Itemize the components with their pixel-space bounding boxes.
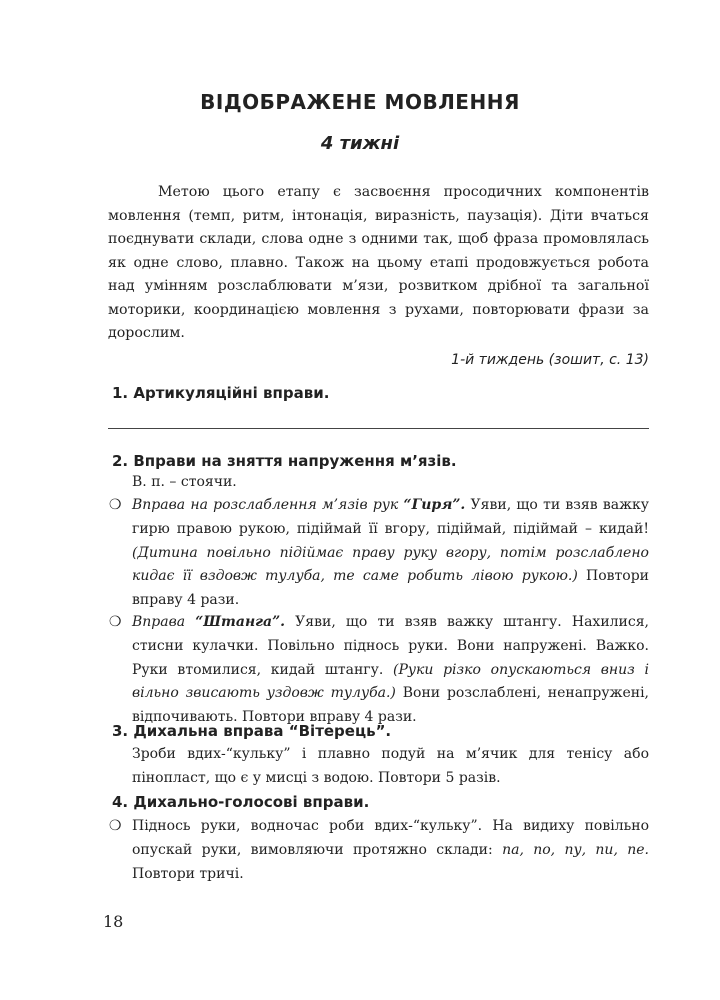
section-2-heading: 2. Вправи на зняття напруження м’язів.: [112, 452, 457, 470]
exercise-note: (Дитина повільно підіймає праву руку вгору, потім розслаблено кидає її вздовж тулуба, те саме робить лівою рукою.): [132, 544, 649, 585]
start-position-note: В. п. – стоячи.: [132, 474, 237, 490]
page-subtitle: 4 тижні: [320, 133, 400, 154]
exercise-name: “Штанга”.: [195, 614, 286, 630]
page-title: ВІДОБРАЖЕНЕ МОВЛЕННЯ: [200, 90, 520, 114]
section-3-text: Зроби вдих-“кульку” і плавно подуй на м’ячик для тенісу або пінопласт, що є у мисці з водою. Повтори 5 разів.: [132, 746, 649, 786]
bullet-icon: ❍: [109, 614, 122, 630]
intro-text: Метою цього етапу є засвоєння просодичних компонентів мовлення (темп, ритм, інтонація, виразність, паузація). Діти вчаться поєднувати склади, слова одне з одними так, щоб фраза промовлялась як одне слово, плавно. Також на цьому етапі продовжується робота над умінням розслаблювати м’язи, розвитком дрібної та загальної моторики, координацією мовлення з рухами, повторювати фрази за дорослим.: [108, 184, 649, 341]
exercise-gyria: [132, 494, 649, 613]
answer-line: [108, 428, 649, 429]
page-number: 18: [103, 912, 124, 931]
exercise-tail: Повтори вправу 4 рази.: [132, 568, 649, 609]
bullet-icon: ❍: [109, 497, 122, 513]
section-3-heading: 3. Дихальна вправа “Вітерець”.: [112, 722, 392, 740]
section-1-heading: 1. Артикуляційні вправи.: [112, 384, 330, 402]
exercise-intro: Вправа на розслаблення м’язів рук: [132, 497, 404, 513]
exercise-note: (Руки різко опускаються вниз і вільно звисають уздовж тулуба.): [132, 661, 649, 702]
exercise-name: “Гиря”.: [403, 497, 466, 513]
syllables: па, по, пу, пи, пе.: [502, 841, 649, 858]
section-4-text: [132, 815, 649, 886]
exercise-intro: Вправа: [132, 614, 196, 630]
section-4-heading: 4. Дихально-голосові вправи.: [112, 793, 370, 811]
intro-paragraph: [108, 181, 649, 346]
exercise-text: Уяви, що ти взяв важку штангу. Нахилися, стисни кулачки. Повільно піднось руки. Вони напружені. Важко. Руки втомилися, кидай штангу.: [132, 614, 650, 678]
exercise-tail: Повтори тричі.: [132, 865, 244, 882]
exercise-text: Піднось руки, водночас роби вдих-“кульку”. На видиху повільно опускай руки, вимовляючи протяжно склади:: [132, 818, 649, 858]
exercise-tail: Вони розслаблені, ненапружені, відпочивають. Повтори вправу 4 рази.: [132, 685, 649, 726]
week-label: 1-й тиждень (зошит, с. 13): [451, 352, 649, 368]
exercise-shtanga: [132, 611, 649, 730]
exercise-text: Уяви, що ти взяв важку гирю правою рукою, підіймай її вгору, підіймай, підіймай – кидай!: [132, 497, 649, 537]
bullet-icon: ❍: [109, 818, 122, 834]
